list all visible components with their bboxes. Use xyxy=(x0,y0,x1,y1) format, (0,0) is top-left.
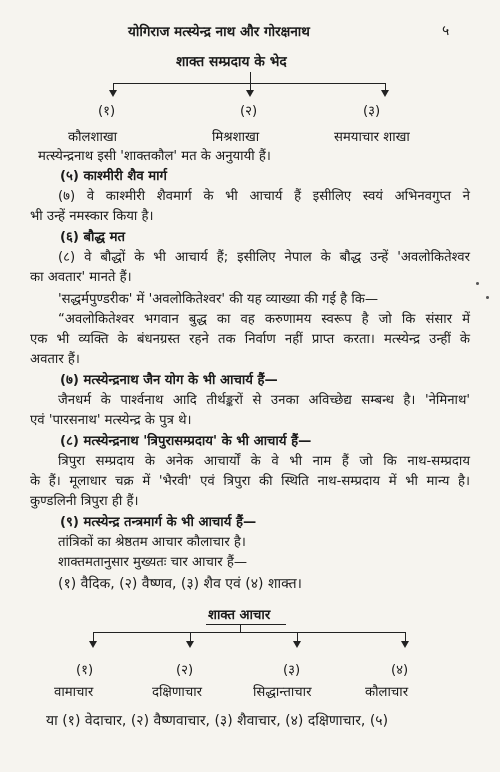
section-heading-7: (७) मत्स्येन्द्रनाथ जैन योग के भी आचार्य हैं— xyxy=(60,373,278,388)
running-title: योगिराज मत्स्येन्द्र नाथ और गोरक्षनाथ xyxy=(128,24,310,40)
body-line: तांत्रिकों का श्रेष्ठतम आचार कौलाचार है। xyxy=(58,535,246,550)
diagram1-hline xyxy=(113,83,385,84)
diagram2-stem xyxy=(240,625,241,632)
scan-speck xyxy=(476,282,479,285)
diagram1-num-2: (२) xyxy=(240,104,258,119)
body-line: 'सद्धर्मपुण्डरीक' में 'अवलोकितेश्वर' की यह व्याख्या की गई है कि— xyxy=(58,292,379,307)
diagram2-label-2: दक्षिणाचार xyxy=(152,685,203,700)
diagram1-num-3: (३) xyxy=(363,104,381,119)
body-line: त्रिपुरा सम्प्रदाय के अनेक आचार्यों के वे भी नाम हैं जो कि नाथ-सम्प्रदाय xyxy=(58,454,470,469)
scan-speck xyxy=(486,296,489,299)
diagram2-arrow-3 xyxy=(293,641,301,648)
body-line: अवतार हैं। xyxy=(30,352,80,367)
diagram1-stem xyxy=(250,72,251,83)
diagram1-label-1: कौलशाखा xyxy=(68,130,118,145)
diagram2-arrow-1 xyxy=(89,641,97,648)
diagram2-num-3: (३) xyxy=(283,663,301,678)
diagram2-num-4: (४) xyxy=(391,663,409,678)
body-line: का अवतार' मानते हैं। xyxy=(30,270,132,285)
diagram2-num-2: (२) xyxy=(176,663,194,678)
body-line: शाक्तमतानुसार मुख्यतः चार आचार हैं— xyxy=(58,555,248,570)
diagram1-label-2: मिश्रशाखा xyxy=(212,130,260,145)
diagram1-num-1: (१) xyxy=(98,104,116,119)
body-line: के हैं। मूलाधार चक्र में 'भैरवी' एवं त्रिपुरा की स्थिति नाथ-सम्प्रदाय में भी मान्य है। xyxy=(30,474,470,489)
section-heading-6: (६) बौद्ध मत xyxy=(60,230,125,245)
body-line: (८) वे बौद्धों के भी आचार्य हैं; इसीलिए नेपाल के बौद्ध उन्हें 'अवलोकितेश्वर xyxy=(58,250,470,265)
diagram2-title-underline xyxy=(206,624,286,625)
body-line: कुण्डलिनी त्रिपुरा ही हैं। xyxy=(30,494,139,509)
body-line: एक भी व्यक्ति के बंधनग्रस्त रहने तक निर्वाण नहीं प्राप्त करता। मत्स्येन्द्र उन्हीं के xyxy=(30,332,470,347)
body-line: मत्स्येन्द्रनाथ इसी 'शाक्तकौल' मत के अनुयायी हैं। xyxy=(38,149,271,164)
diagram2-arrow-2 xyxy=(186,641,194,648)
diagram1-title: शाक्त सम्प्रदाय के भेद xyxy=(176,54,287,70)
diagram2-label-3: सिद्धान्ताचार xyxy=(253,685,312,700)
diagram1-arrow-3 xyxy=(381,90,389,97)
section-heading-5: (५) काश्मीरी शैव मार्ग xyxy=(60,169,167,184)
diagram2-label-4: कौलाचार xyxy=(365,685,409,700)
section-heading-8: (८) मत्स्येन्द्रनाथ 'त्रिपुरासम्प्रदाय' के भी आचार्य हैं— xyxy=(60,434,312,449)
diagram2-title: शाक्त आचार xyxy=(208,608,271,623)
diagram2-hline xyxy=(93,632,405,633)
body-line: भी उन्हें नमस्कार किया है। xyxy=(30,209,154,224)
body-line: “अवलोकितेश्वर भगवान बुद्ध का वह करुणामय स्वरूप है जो कि संसार में xyxy=(58,312,470,327)
diagram2-arrow-4 xyxy=(401,641,409,648)
footer-line: या (१) वेदाचार, (२) वैष्णवाचार, (३) शैवाचार, (४) दक्षिणाचार, (५) xyxy=(46,713,389,729)
diagram2-num-1: (१) xyxy=(76,663,94,678)
page-number: ५ xyxy=(442,23,450,39)
diagram2-label-1: वामाचार xyxy=(54,685,94,700)
diagram1-arrow-2 xyxy=(246,90,254,97)
section-heading-9: (९) मत्स्येन्द्र तन्त्रमार्ग के भी आचार्य हैं— xyxy=(60,515,257,530)
diagram1-arrow-1 xyxy=(109,90,117,97)
body-line: एवं 'पारसनाथ' मत्स्येन्द्र के पुत्र थे। xyxy=(30,413,192,428)
body-line: (१) वैदिक, (२) वैष्णव, (३) शैव एवं (४) शाक्त। xyxy=(58,576,302,592)
body-line: जैनधर्म के पार्श्वनाथ आदि तीर्थङ्करों से उनका अविच्छेद्य सम्बन्ध है। 'नेमिनाथ' xyxy=(58,393,470,408)
body-line: (७) वे काश्मीरी शैवमार्ग के भी आचार्य हैं इसीलिए स्वयं अभिनवगुप्त ने xyxy=(58,189,470,204)
diagram1-label-3: समयाचार शाखा xyxy=(334,130,410,145)
